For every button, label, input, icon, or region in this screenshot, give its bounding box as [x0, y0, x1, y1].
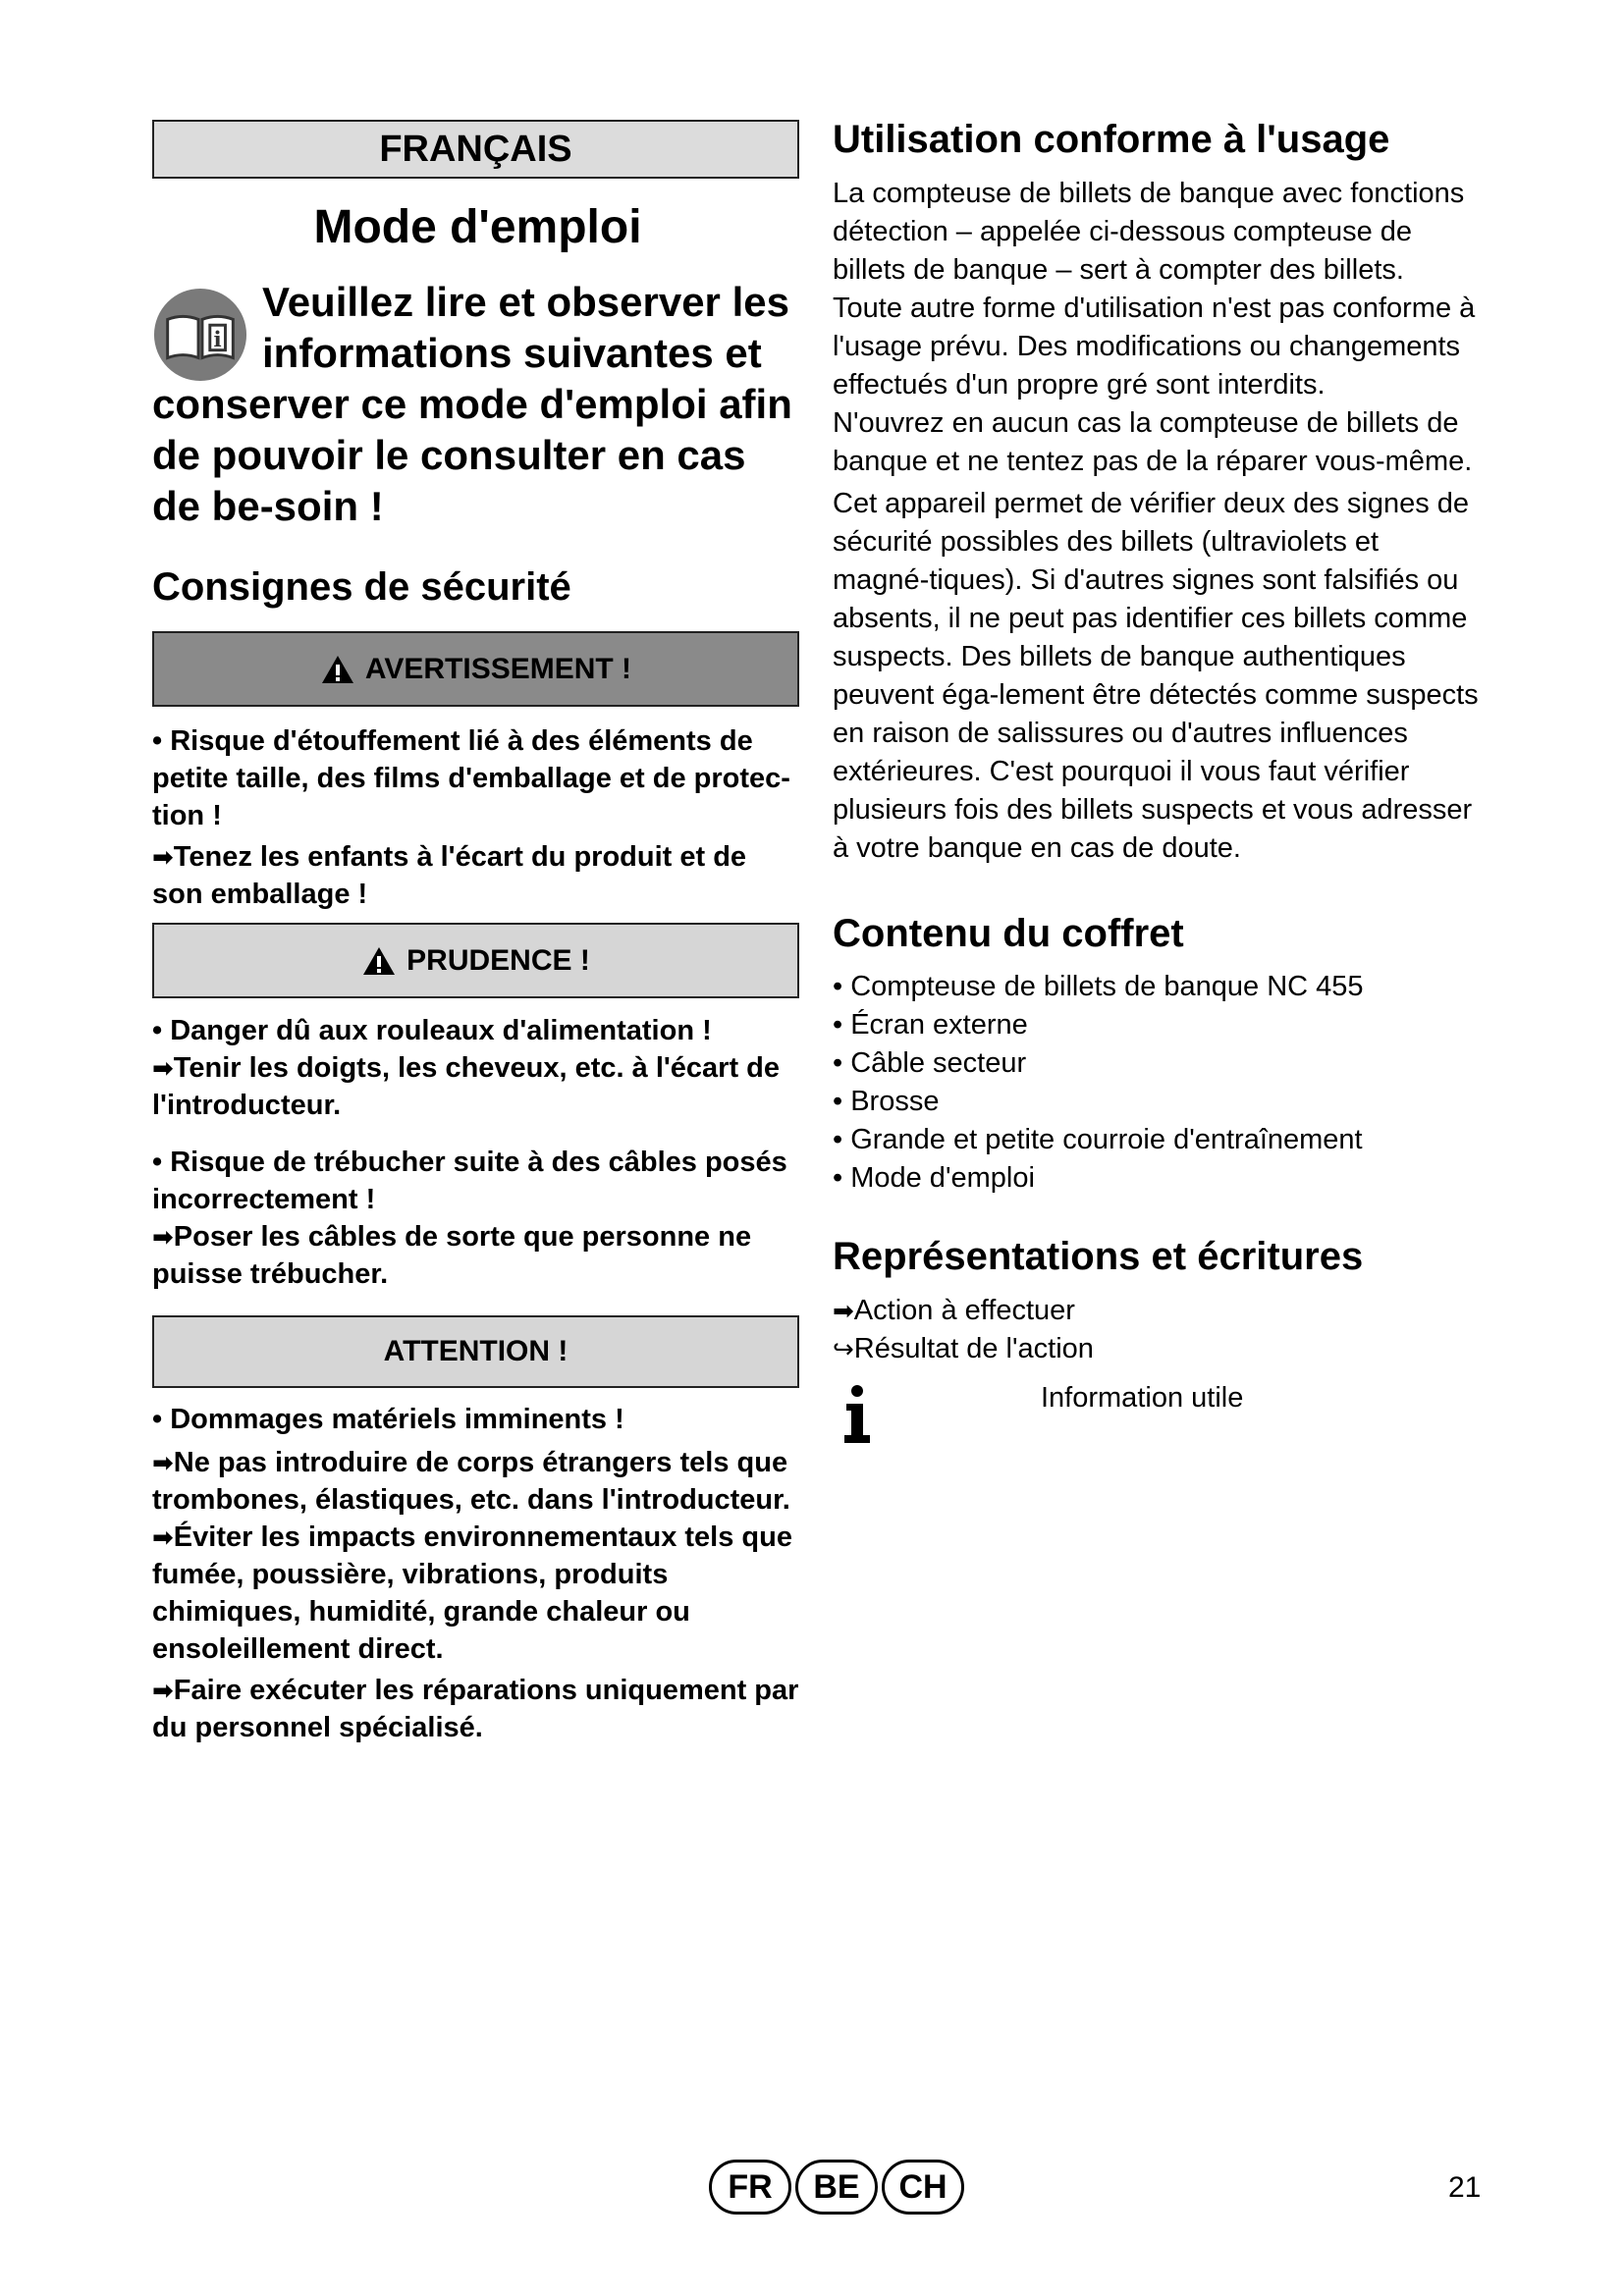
list-item: • Grande et petite courroie d'entraînement: [833, 1124, 1363, 1155]
representations-heading: Représentations et écritures: [833, 1235, 1364, 1278]
list-item: • Mode d'emploi: [833, 1162, 1035, 1194]
attention-action-1: ➡Ne pas introduire de corps étrangers tels que trombones, élastiques, etc. dans l'introducteur.: [152, 1444, 803, 1519]
action-arrow-icon: ➡: [152, 1676, 174, 1705]
attention-risk: • Dommages matériels imminents !: [152, 1404, 624, 1435]
language-label: FRANÇAIS: [379, 128, 572, 170]
action-arrow-icon: ➡: [152, 1222, 174, 1252]
list-item: • Câble secteur: [833, 1047, 1027, 1079]
warning-banner: [152, 631, 799, 707]
svg-text:i: i: [213, 327, 222, 352]
list-item: • Écran externe: [833, 1009, 1028, 1041]
attention-action-3: ➡Faire exécuter les réparations uniquement par du personnel spécialisé.: [152, 1672, 803, 1746]
representations-list: [833, 1292, 1481, 1368]
attention-action-2: ➡Éviter les impacts environnementaux tels que fumée, poussière, vibrations, produits chimiques, humidité, grande chaleur ou ensoleillement direct.: [152, 1519, 803, 1668]
warning-label: AVERTISSEMENT !: [364, 652, 632, 685]
repr-action: ➡Action à effectuer: [833, 1292, 1481, 1330]
caution-action-1: ➡Tenir les doigts, les cheveux, etc. à l'écart de l'introducteur.: [152, 1049, 803, 1124]
contents-list: [833, 968, 1481, 1198]
attention-block: [152, 1401, 803, 1746]
warning-triangle-icon: [361, 945, 397, 977]
action-arrow-icon: ➡: [152, 1053, 174, 1083]
country-code-be: BE: [795, 2160, 878, 2215]
usage-paragraph-2: N'ouvrez en aucun cas la compteuse de billets de banque et ne tentez pas de la réparer vous-même.: [833, 407, 1473, 477]
read-manual-icon: [152, 287, 248, 383]
usage-text: [833, 175, 1481, 868]
repr-result: ↪Résultat de l'action: [833, 1330, 1481, 1368]
list-item: • Compteuse de billets de banque NC 455: [833, 971, 1364, 1002]
action-arrow-icon: ➡: [152, 1448, 174, 1477]
warning-risk: • Risque d'étouffement lié à des éléments de petite taille, des films d'emballage et de protec-tion !: [152, 725, 790, 831]
country-code-ch: CH: [882, 2160, 964, 2215]
action-arrow-icon: ➡: [152, 1522, 174, 1552]
list-item: • Brosse: [833, 1086, 940, 1117]
caution-risk-2: • Risque de trébucher suite à des câbles posés incorrectement !: [152, 1147, 787, 1215]
caution-banner: [152, 923, 799, 998]
info-icon: [842, 1384, 872, 1445]
intro-line-2: informations suivantes et: [262, 330, 762, 376]
action-arrow-icon: ➡: [152, 842, 174, 872]
usage-paragraph-1: La compteuse de billets de banque avec fonctions détection – appelée ci-dessous compteuse de billets de banque – sert à compter des billets. Toute autre forme d'utilisation n'est pas conforme à l'usage prévu. Des modifications ou changements effectués d'un propre gré sont interdits.: [833, 178, 1476, 400]
safety-heading: Consignes de sécurité: [152, 565, 571, 609]
intro-rest: conserver ce mode d'emploi afin de pouvoir le consulter en cas de be-soin !: [152, 381, 792, 529]
intro-line-1: Veuillez lire et observer les: [262, 279, 789, 325]
caution-action-2: ➡Poser les câbles de sorte que personne ne puisse trébucher.: [152, 1218, 803, 1293]
language-header: [152, 120, 799, 179]
attention-banner: [152, 1315, 799, 1388]
warning-triangle-icon: [320, 654, 355, 685]
attention-label: ATTENTION !: [383, 1335, 568, 1367]
warning-block: [152, 722, 803, 913]
country-codes: [709, 2160, 964, 2215]
caution-label: PRUDENCE !: [406, 943, 590, 977]
page-number: 21: [1448, 2171, 1482, 2204]
action-arrow-icon: ➡: [833, 1296, 854, 1325]
warning-action: ➡Tenez les enfants à l'écart du produit et de son emballage !: [152, 838, 803, 913]
usage-paragraph-3: Cet appareil permet de vérifier deux des signes de sécurité possibles des billets (ultraviolets et magné-tiques). Si d'autres signes sont falsifiés ou absents, il ne peut pas identifier ces billets comme suspects. Des billets de banque authentiques peuvent éga-lement être détectés comme suspects en raison de salissures ou d'autres influences extérieures. C'est pourquoi il vous faut vérifier plusieurs fois des billets suspects et vous adresser à votre banque en cas de doute.: [833, 488, 1479, 864]
info-text: Information utile: [1041, 1382, 1244, 1414]
contents-heading: Contenu du coffret: [833, 912, 1184, 955]
country-code-fr: FR: [709, 2160, 791, 2215]
caution-block: [152, 1012, 803, 1293]
page-title: Mode d'emploi: [313, 201, 642, 253]
intro-notice: [152, 277, 803, 532]
usage-heading: Utilisation conforme à l'usage: [833, 118, 1390, 161]
caution-risk-1: • Danger dû aux rouleaux d'alimentation !: [152, 1015, 712, 1046]
result-arrow-icon: ↪: [833, 1334, 854, 1363]
